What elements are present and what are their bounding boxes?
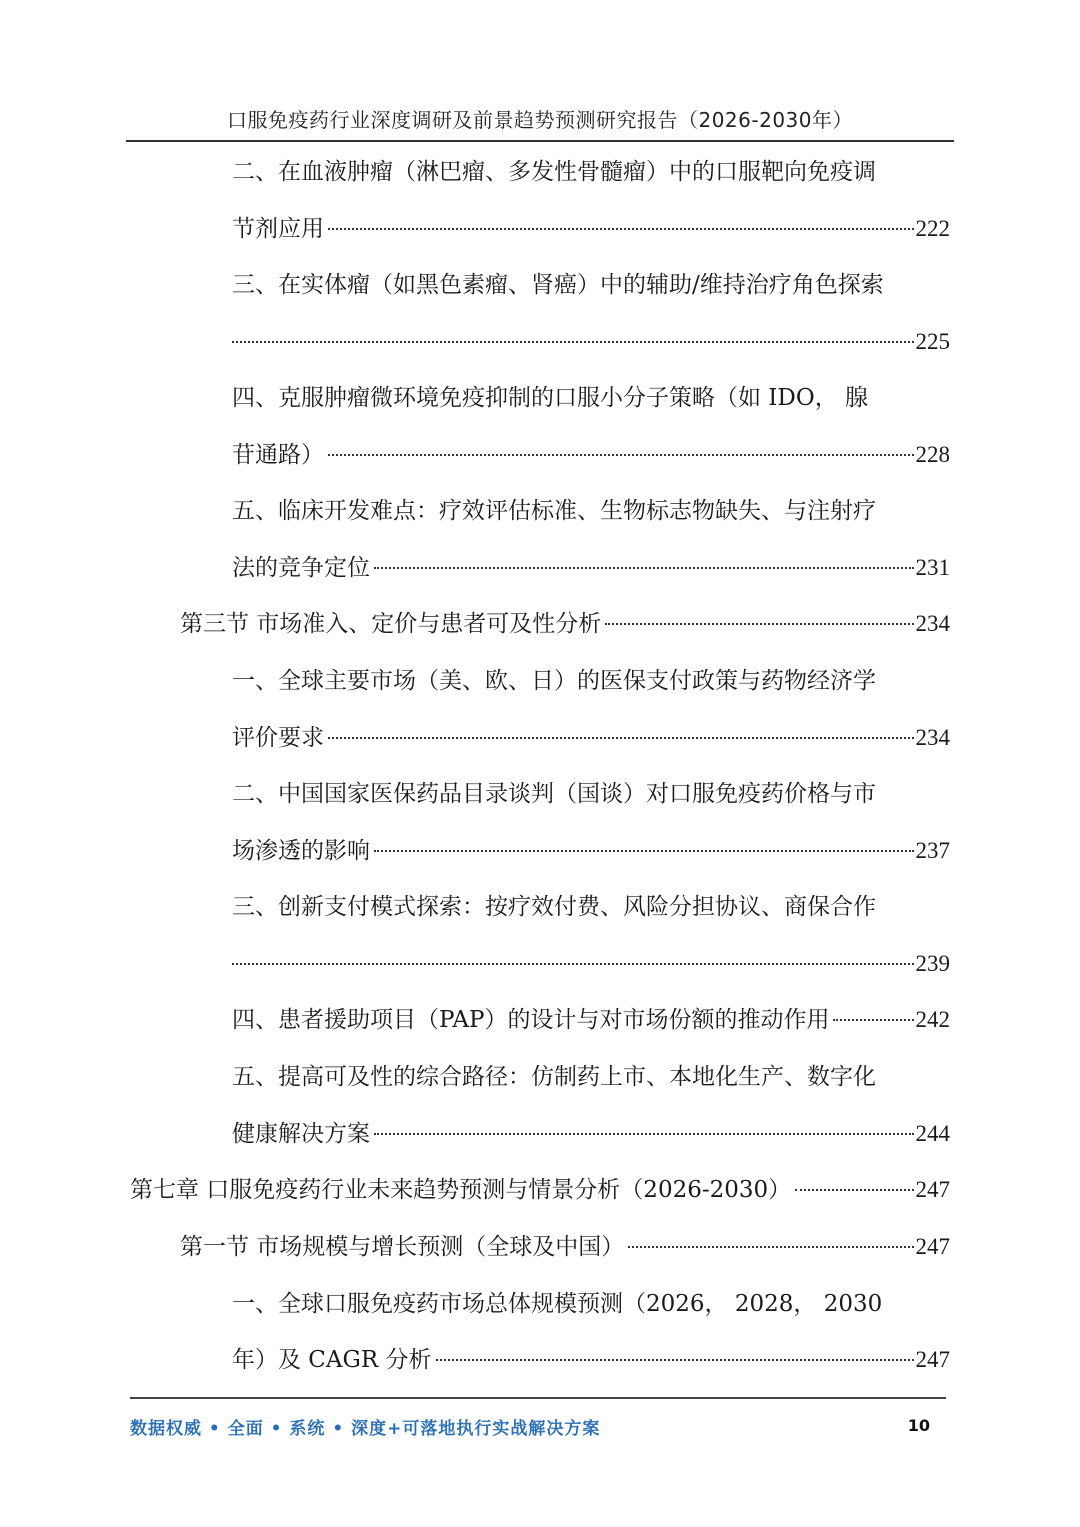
toc-entry-line: 三、创新支付模式探索：按疗效付费、风险分担协议、商保合作 [232,894,876,920]
toc-entry[interactable] [232,1005,950,1035]
footer-divider [130,1397,946,1399]
toc-page-number: 247 [915,1234,950,1259]
toc-entry-text: 评价要求 [232,725,324,751]
toc-entry[interactable] [232,553,950,583]
dot-leader [374,567,914,569]
toc-section-title: 第三节 市场准入、定价与患者可及性分析 [180,611,602,637]
toc-entry-line: 五、临床开发难点：疗效评估标准、生物标志物缺失、与注射疗 [232,498,876,524]
toc-entry[interactable] [232,1119,950,1149]
toc-entry[interactable] [232,327,950,357]
dot-leader [628,1246,913,1248]
dot-leader [795,1189,913,1191]
toc-entry[interactable] [232,723,950,753]
toc-page-number: 222 [915,216,950,241]
dot-leader [232,341,914,343]
toc-entry[interactable] [232,1345,950,1375]
toc-entry-text: 健康解决方案 [232,1121,370,1147]
header-divider [126,140,954,142]
toc-page-number: 247 [915,1347,950,1372]
toc-chapter-title: 第七章 口服免疫药行业未来趋势预测与情景分析（2026-2030） [130,1177,792,1203]
dot-leader [605,623,913,625]
dot-leader [374,850,914,852]
toc-page-number: 239 [915,951,950,976]
toc-page-number: 225 [915,329,950,354]
dot-leader [328,228,914,230]
toc-entry[interactable] [232,214,950,244]
toc-entry-line: 二、在血液肿瘤（淋巴瘤、多发性骨髓瘤）中的口服靶向免疫调 [232,159,876,185]
toc-entry-line: 三、在实体瘤（如黑色素瘤、肾癌）中的辅助/维持治疗角色探索 [232,272,884,298]
toc-entry-line: 五、提高可及性的综合路径：仿制药上市、本地化生产、数字化 [232,1064,876,1090]
toc-page-number: 228 [915,442,950,467]
toc-entry[interactable] [232,949,950,979]
toc-entry-text: 苷通路） [232,442,324,468]
toc-entry-text: 场渗透的影响 [232,838,370,864]
toc-entry-text: 法的竞争定位 [232,555,370,581]
dot-leader [328,454,914,456]
toc-section-title: 第一节 市场规模与增长预测（全球及中国） [180,1234,625,1260]
toc-section[interactable] [180,1232,950,1262]
footer-slogan: 数据权威 • 全面 • 系统 • 深度+可落地执行实战解决方案 [130,1419,601,1439]
toc-page-number: 234 [915,725,950,750]
toc-section[interactable] [180,609,950,639]
toc-entry[interactable] [232,836,950,866]
dot-leader [328,737,914,739]
dot-leader [374,1133,914,1135]
toc-page-number: 242 [915,1007,950,1032]
dot-leader [232,963,914,965]
toc-entry-line: 四、克服肿瘤微环境免疫抑制的口服小分子策略（如 IDO， 腺 [232,385,869,411]
page-number: 10 [907,1416,930,1435]
toc-chapter[interactable] [130,1175,950,1205]
toc-entry-line: 一、全球口服免疫药市场总体规模预测（2026， 2028， 2030 [232,1291,883,1317]
toc-entry-line: 一、全球主要市场（美、欧、日）的医保支付政策与药物经济学 [232,668,876,694]
toc-page-number: 237 [915,838,950,863]
toc-page-number: 234 [915,611,950,636]
dot-leader [436,1359,914,1361]
report-title: 口服免疫药行业深度调研及前景趋势预测研究报告（2026-2030年） [226,108,853,132]
toc-page-number: 247 [915,1177,950,1202]
toc-entry-text: 节剂应用 [232,216,324,242]
toc-entry-text: 四、患者援助项目（PAP）的设计与对市场份额的推动作用 [232,1007,830,1033]
toc-page-number: 231 [915,555,950,580]
toc-entry-line: 二、中国国家医保药品目录谈判（国谈）对口服免疫药价格与市 [232,781,876,807]
dot-leader [833,1019,913,1021]
toc-entry-text: 年）及 CAGR 分析 [232,1347,432,1373]
toc-entry[interactable] [232,440,950,470]
toc-page-number: 244 [915,1121,950,1146]
